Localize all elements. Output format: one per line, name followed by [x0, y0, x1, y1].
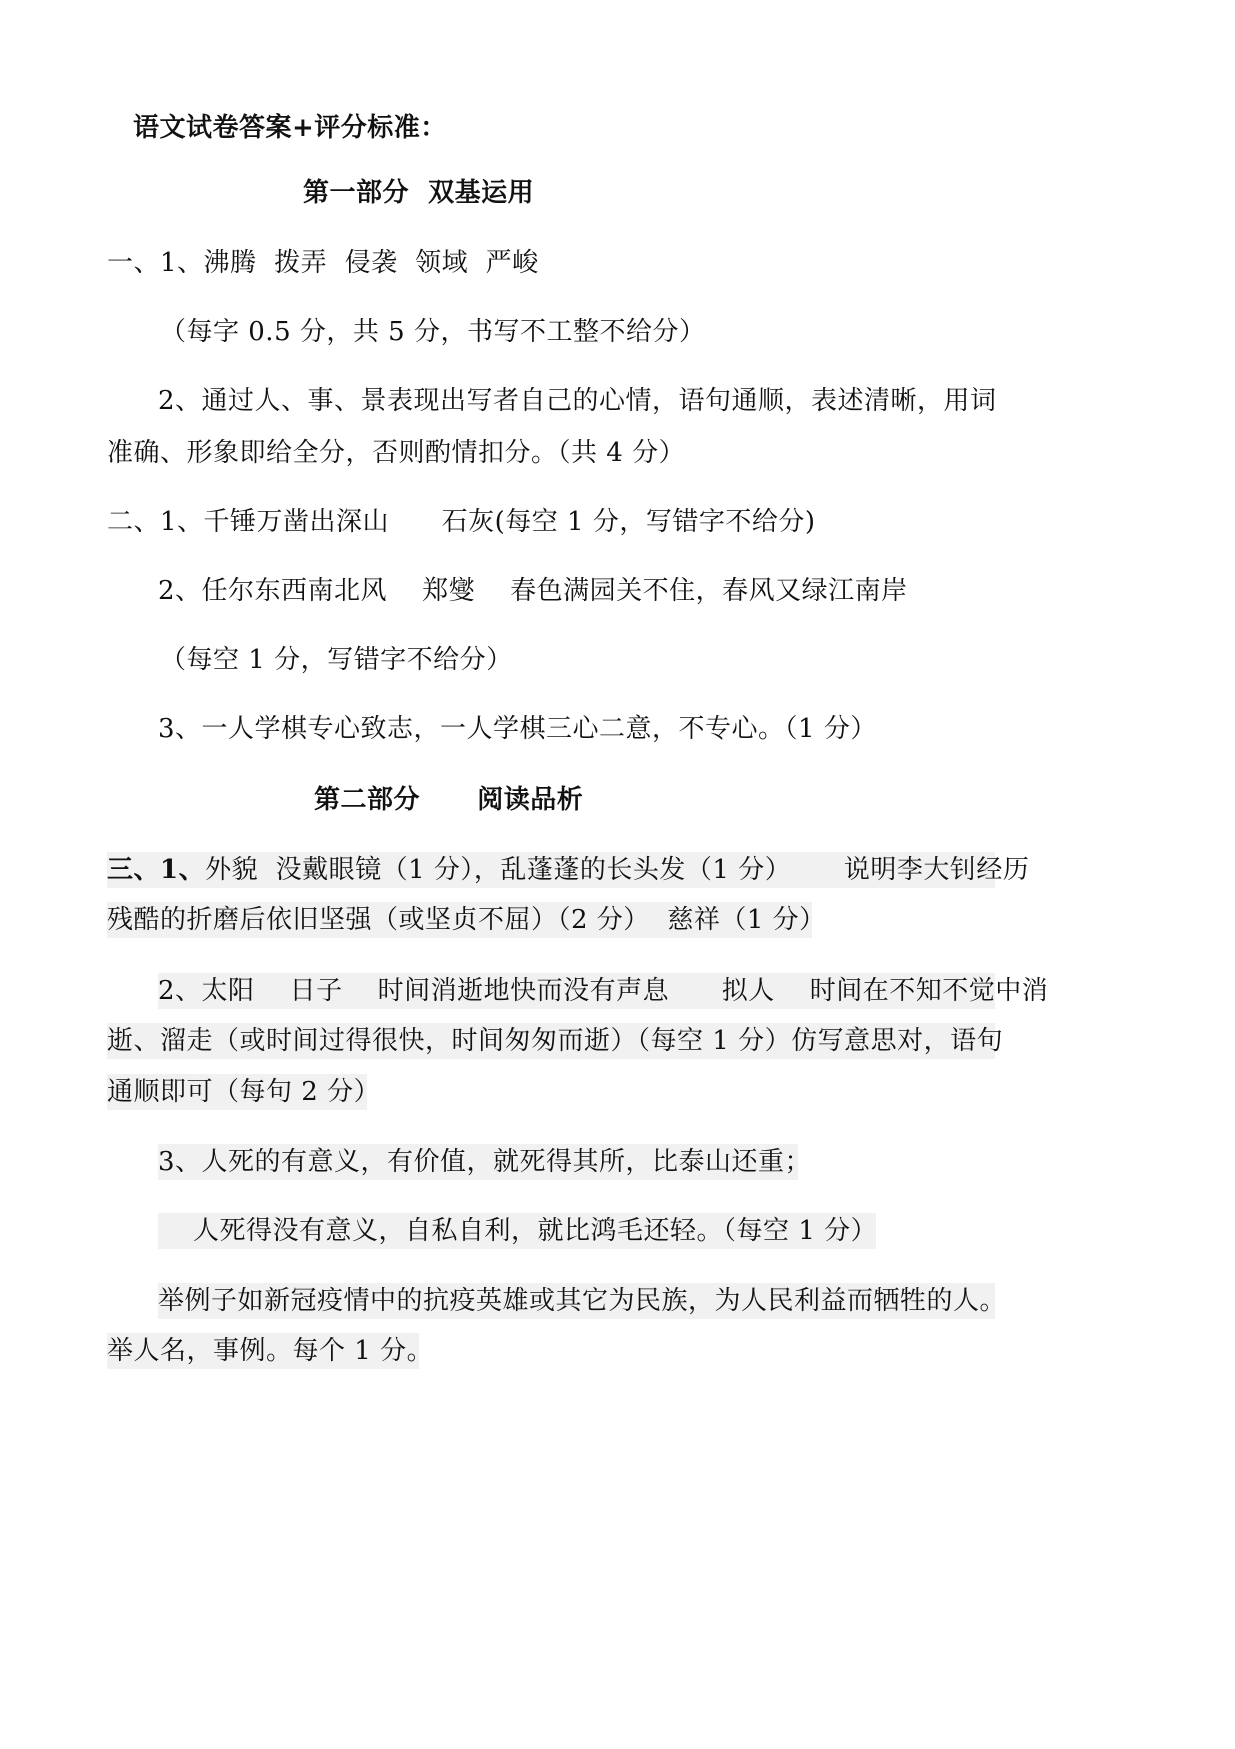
- answer-line: [107, 852, 1030, 888]
- part1-heading: 第一部分 双基运用: [303, 178, 535, 208]
- part2-heading: 第二部分 阅读品析: [314, 785, 584, 815]
- answer-line: 举例子如新冠疫情中的抗疫英雄或其它为民族，为人民利益而牺牲的人。: [158, 1283, 995, 1319]
- answer-line: 3、一人学棋专心致志，一人学棋三心二意，不专心。（1 分）: [158, 714, 877, 744]
- answer-line: 二、1、千锤万凿出深山 石灰(每空 1 分，写错字不给分): [107, 507, 816, 537]
- answer-line: 人死得没有意义，自私自利，就比鸿毛还轻。（每空 1 分）: [158, 1213, 876, 1249]
- answer-line: 2、太阳 日子 时间消逝地快而没有声息 拟人 时间在不知不觉中消: [158, 973, 995, 1009]
- answer-line: 一、1、沸腾 拨弄 侵袭 领域 严峻: [107, 248, 539, 278]
- document-title: 语文试卷答案+评分标准：: [133, 113, 447, 143]
- answer-text: 外貌 没戴眼镜（1 分），乱蓬蓬的长头发（1 分） 说明李大钊经历: [205, 855, 1030, 885]
- answer-line: （每字 0.5 分，共 5 分，书写不工整不给分）: [160, 317, 706, 347]
- answer-line: 2、通过人、事、景表现出写者自己的心情，语句通顺，表述清晰，用词: [158, 386, 997, 416]
- answer-line: （每空 1 分，写错字不给分）: [160, 645, 513, 675]
- answer-line: 2、任尔东西南北风 郑燮 春色满园关不住，春风又绿江南岸: [158, 576, 908, 606]
- answer-line: 准确、形象即给全分，否则酌情扣分。（共 4 分）: [107, 438, 686, 468]
- answer-line: 通顺即可（每句 2 分）: [107, 1074, 367, 1110]
- answer-line: 举人名，事例。每个 1 分。: [107, 1333, 419, 1369]
- question-label: 三、1、: [107, 855, 206, 885]
- answer-line: 残酷的折磨后依旧坚强（或坚贞不屈）（2 分） 慈祥（1 分）: [107, 902, 812, 938]
- answer-line: 3、人死的有意义，有价值，就死得其所，比泰山还重；: [158, 1144, 798, 1180]
- answer-line: 逝、溜走（或时间过得很快，时间匆匆而逝）（每空 1 分）仿写意思对，语句: [107, 1023, 995, 1059]
